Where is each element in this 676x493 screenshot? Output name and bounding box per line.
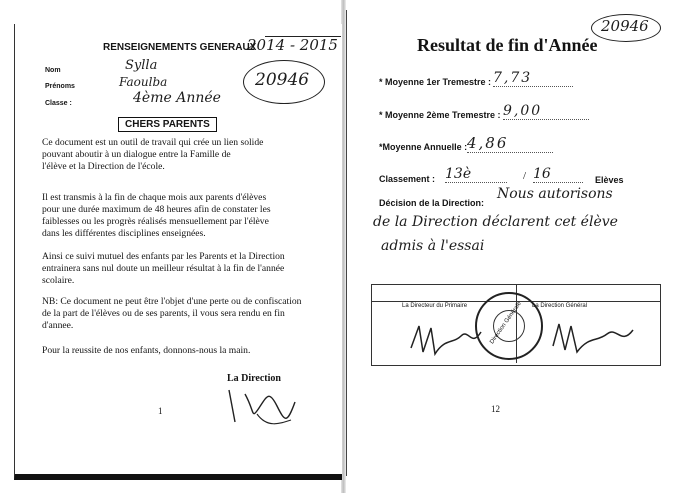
decision-line-2: de la Direction déclarent cet élève [373, 214, 618, 230]
left-page [14, 24, 342, 480]
direction-signature-label: La Direction [227, 373, 281, 384]
stamp-text: Direction Générale [489, 300, 523, 346]
field-label-prenoms: Prénoms [45, 83, 75, 90]
school-stamp [475, 292, 543, 360]
paragraph-1-line-1: Ce document est un outil de travail qui crée un lien solide [42, 137, 264, 148]
paragraph-1-line-2: pouvant aboutir à un dialogue entre la Famille de [42, 149, 231, 160]
row-value-trim1: 7,73 [493, 70, 573, 87]
results-title: Resultat de fin d'Année [417, 35, 598, 55]
paragraph-3 [42, 251, 285, 287]
paragraph-4-line-1: NB: Ce document ne peut être l'objet d'une perte ou de confiscation [42, 296, 302, 307]
row-label-annual: *Moyenne Annuelle : [379, 142, 468, 152]
decision-line-3: admis à l'essai [381, 238, 485, 254]
decision-line-1: Nous autorisons [497, 186, 613, 202]
general-direction-header: La Direction Général [532, 303, 588, 309]
general-info-header: RENSEIGNEMENTS GENERAUX [103, 42, 257, 53]
paragraph-2-line-2: pour une durée maximum de 48 heures afin de constater les [42, 204, 271, 215]
paragraph-2-line-4: dans les différentes disciplines enseignées. [42, 228, 206, 239]
field-value-prenoms: Faoulba [119, 75, 168, 89]
right-page [346, 10, 667, 476]
paragraph-3-line-2: entrainera sans nul doute un meilleur résultat à la fin de l'année [42, 263, 285, 274]
field-value-nom: Sylla [125, 58, 158, 73]
field-value-classe: 4ème Année [133, 90, 221, 106]
school-year: 2014 - 2015 [247, 36, 338, 54]
paragraph-4 [42, 296, 301, 332]
rank-separator: / [523, 170, 527, 182]
paragraph-3-line-3: scolaire. [42, 275, 75, 286]
paragraph-2 [42, 192, 271, 240]
id-number-right: 20946 [601, 17, 649, 35]
paragraph-3-line-1: Ainsi ce suivi mutuel des enfants par les Parents et la Direction [42, 251, 285, 262]
rank-total: 16 [533, 166, 583, 183]
general-director-signature [547, 318, 637, 362]
paragraph-5: Pour la reussite de nos enfants, donnons-nous la main. [42, 345, 251, 356]
row-value-trim2: 9,00 [503, 103, 589, 120]
right-page-number: 12 [491, 404, 500, 414]
paragraph-2-line-1: Il est transmis à la fin de chaque mois aux parents d'élèves [42, 192, 267, 203]
paragraph-2-line-3: faiblesses ou les progrès réalisés mensuellement par l'élève [42, 216, 269, 227]
decision-label: Décision de la Direction: [379, 198, 485, 208]
paragraph-1 [42, 137, 263, 173]
row-label-trim2: * Moyenne 2ème Tremestre : [379, 110, 501, 120]
direction-signature [215, 384, 305, 430]
primary-director-header: La Directeur du Primaire [402, 303, 468, 309]
rank-value: 13è [445, 166, 507, 183]
row-value-annual: 4,86 [467, 134, 553, 153]
left-page-number: 1 [158, 406, 163, 416]
paragraph-4-line-3: d'annee. [42, 320, 74, 331]
rank-suffix: Elèves [595, 175, 624, 185]
paragraph-4-line-2: de la part de l'élèves ou de ses parents, il vous sera rendu en fin [42, 308, 285, 319]
paragraph-1-line-3: l'élève et la Direction de l'école. [42, 161, 165, 172]
field-label-nom: Nom [45, 67, 61, 74]
header-rule [265, 32, 341, 37]
field-label-classe: Classe : [45, 100, 72, 107]
row-label-trim1: * Moyenne 1er Tremestre : [379, 77, 492, 87]
rank-label: Classement : [379, 174, 436, 184]
id-number-left: 20946 [255, 70, 310, 90]
parents-banner: CHERS PARENTS [118, 117, 217, 132]
primary-director-signature [405, 318, 485, 362]
